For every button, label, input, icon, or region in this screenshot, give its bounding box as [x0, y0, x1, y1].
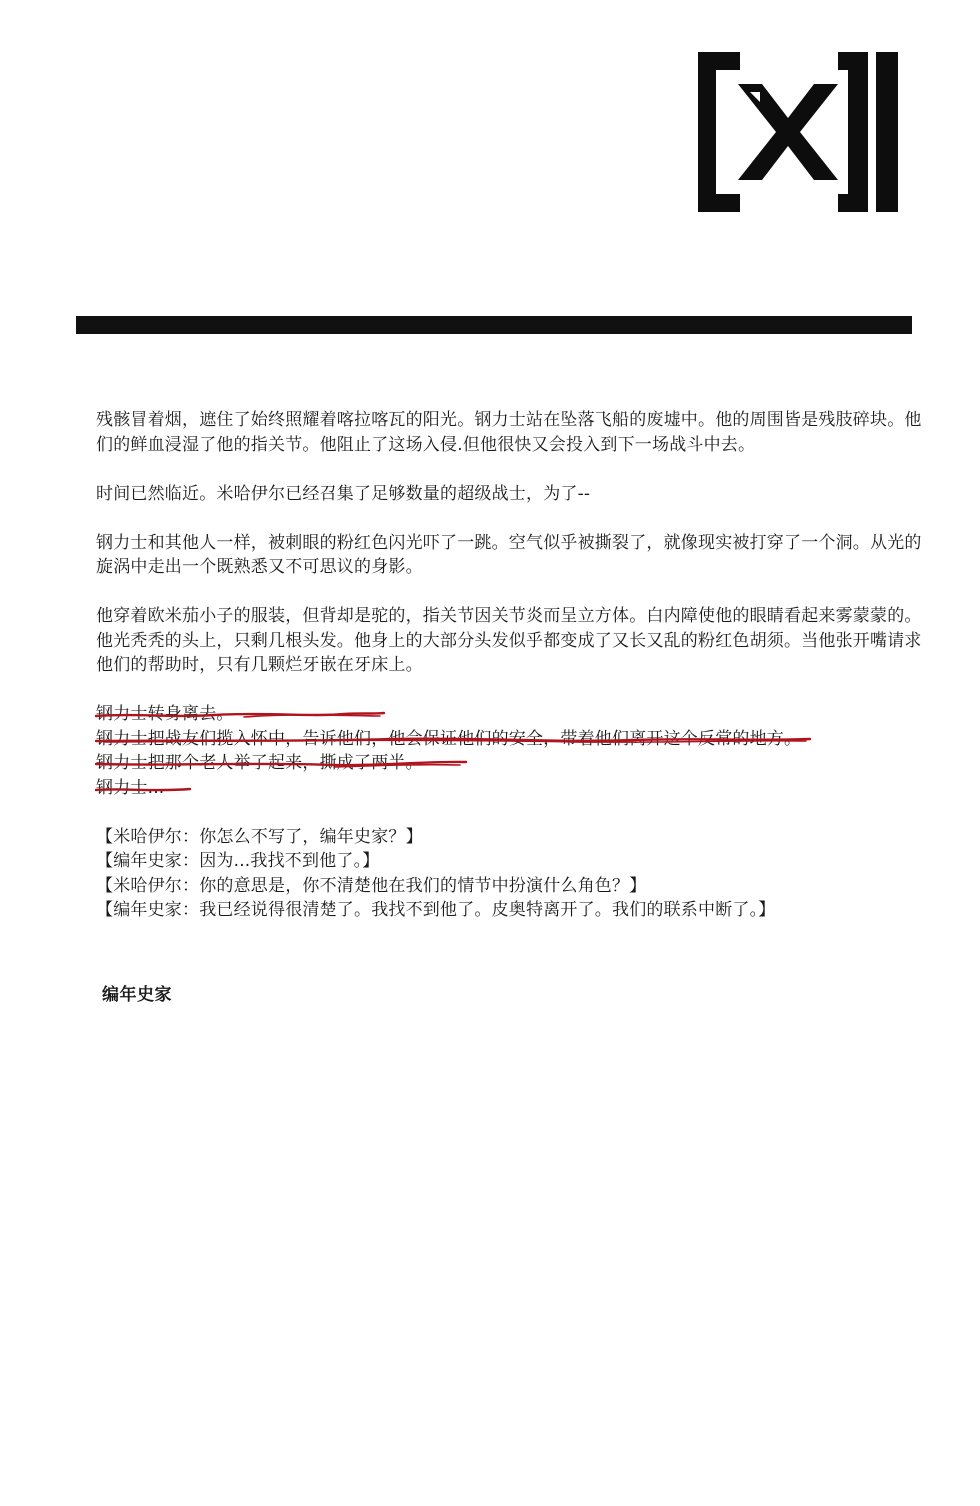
- story-text: [96, 408, 926, 969]
- paragraph-2: 时间已然临近。米哈伊尔已经召集了足够数量的超级战士，为了--: [96, 483, 591, 504]
- dialogue-line: 【米哈伊尔：你的意思是，你不清楚他在我们的情节中扮演什么角色？】: [96, 875, 647, 896]
- struck-line-text: 钢力士把战友们揽入怀中，告诉他们，他会保证他们的安全，带着他们离开这个反常的地方。: [96, 728, 802, 749]
- struck-line-text: 钢力士...: [96, 777, 165, 798]
- dialogue-line: 【编年史家：我已经说得很清楚了。我找不到他了。皮奥特离开了。我们的联系中断了。】: [96, 900, 776, 920]
- paragraph-1: 残骸冒着烟，遮住了始终照耀着喀拉喀瓦的阳光。钢力士站在坠落飞船的废墟中。他的周围皆是残肢碎块。他们的鲜血浸湿了他的指关节。他阻止了这场入侵.但他很快又会投入到下一场战斗中去。: [96, 410, 922, 455]
- struck-line-text: 钢力士转身离去。: [96, 704, 234, 724]
- struck-line: [96, 727, 926, 752]
- author-signature: 编年史家: [102, 985, 172, 1005]
- header-divider-bar: [76, 316, 912, 334]
- dialogue-block: [96, 825, 926, 923]
- dialogue-line: 【米哈伊尔：你怎么不写了，编年史家？】: [96, 826, 423, 847]
- struck-line: [96, 751, 926, 776]
- struck-line: [96, 702, 926, 727]
- struck-line-text: 钢力士把那个老人举了起来，撕成了两半。: [96, 753, 423, 773]
- bracket-x-logo: [698, 52, 898, 212]
- struck-line: [96, 776, 926, 801]
- struck-out-lines: [96, 702, 926, 800]
- paragraph-4: 他穿着欧米茄小子的服装，但背却是驼的，指关节因关节炎而呈立方体。白内障使他的眼睛看起来雾蒙蒙的。他光秃秃的头上，只剩几根头发。他身上的大部分头发似乎都变成了又长又乱的粉红色胡须。当他张开嘴请求他们的帮助时，只有几颗烂牙嵌在牙床上。: [96, 606, 922, 675]
- paragraph-3: 钢力士和其他人一样，被刺眼的粉红色闪光吓了一跳。空气似乎被撕裂了，就像现实被打穿了一个洞。从光的旋涡中走出一个既熟悉又不可思议的身影。: [96, 532, 922, 577]
- dialogue-line: 【编年史家：因为...我找不到他了。】: [96, 851, 380, 871]
